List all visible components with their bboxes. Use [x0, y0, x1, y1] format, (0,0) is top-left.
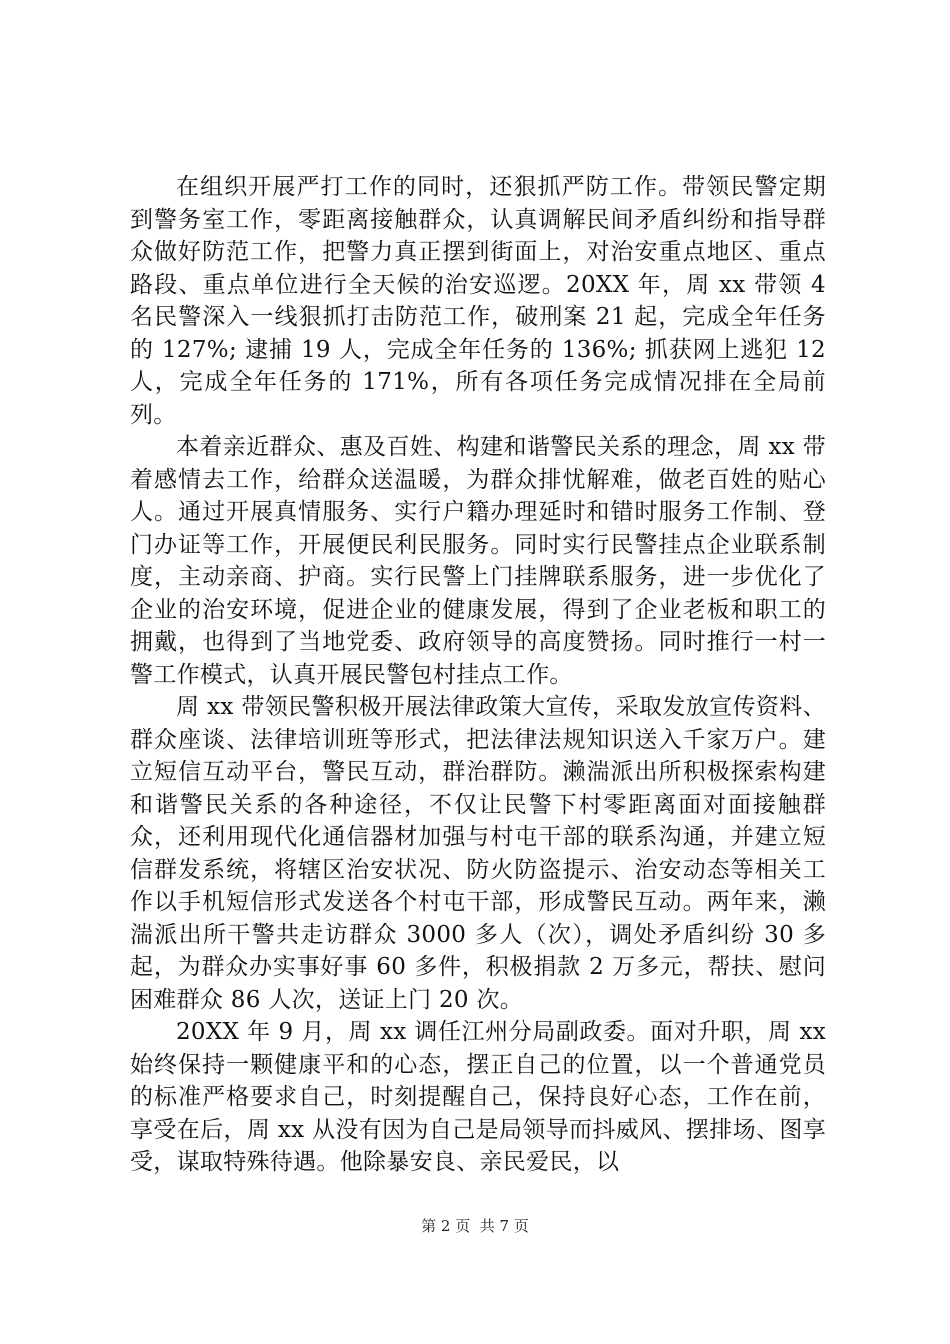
footer-separator — [470, 1217, 480, 1235]
document-body — [130, 171, 826, 1179]
paragraph-4: 20XX 年 9 月，周 xx 调任江州分局副政委。面对升职，周 xx 始终保持一颗健康平和的心态，摆正自己的位置，以一个普通党员的标准严格要求自己，时刻提醒自己，保持良好心态，工作在前，享受在后，周 xx 从没有因为自己是局领导而抖威风、摆排场、图享受，谋取特殊待遇。他除暴安良、亲民爱民，以 — [130, 1019, 826, 1175]
page-footer — [0, 1216, 950, 1236]
page-total: 共 7 页 — [479, 1217, 529, 1235]
paragraph-2: 本着亲近群众、惠及百姓、构建和谐警民关系的理念，周 xx 带着感情去工作，给群众送温暖，为群众排忧解难，做老百姓的贴心人。通过开展真情服务、实行户籍办理延时和错时服务工作制、登门办证等工作，开展便民利民服务。同时实行民警挂点企业联系制度，主动亲商、护商。实行民警上门挂牌联系服务，进一步优化了企业的治安环境，促进企业的健康发展，得到了企业老板和职工的拥戴，也得到了当地党委、政府领导的高度赞扬。同时推行一村一警工作模式，认真开展民警包村挂点工作。 — [130, 434, 826, 688]
paragraph-1: 在组织开展严打工作的同时，还狠抓严防工作。带领民警定期到警务室工作，零距离接触群众，认真调解民间矛盾纠纷和指导群众做好防范工作，把警力真正摆到街面上，对治安重点地区、重点路段、重点单位进行全天候的治安巡逻。20XX 年，周 xx 带领 4 名民警深入一线狠抓打击防范工作，破刑案 21 起，完成全年任务的 127%; 逮捕 19 人，完成全年任务的 136%; 抓获网上逃犯 12 人，完成全年任务的 171%，所有各项任务完成情况排在全局前列。 — [130, 174, 826, 428]
paragraph-3: 周 xx 带领民警积极开展法律政策大宣传，采取发放宣传资料、群众座谈、法律培训班等形式，把法律法规知识送入千家万户。建立短信互动平台，警民互动，群治群防。濑湍派出所积极探索构建和谐警民关系的各种途径，不仅让民警下村零距离面对面接触群众，还利用现代化通信器材加强与村屯干部的联系沟通，并建立短信群发系统，将辖区治安状况、防火防盗提示、治安动态等相关工作以手机短信形式发送各个村屯干部，形成警民互动。两年来，濑湍派出所干警共走访群众 3000 多人（次），调处矛盾纠纷 30 多起，为群众办实事好事 60 多件，积极捐款 2 万多元，帮扶、慰问困难群众 86 人次，送证上门 20 次。 — [130, 694, 826, 1013]
page-number: 第 2 页 — [421, 1217, 471, 1235]
